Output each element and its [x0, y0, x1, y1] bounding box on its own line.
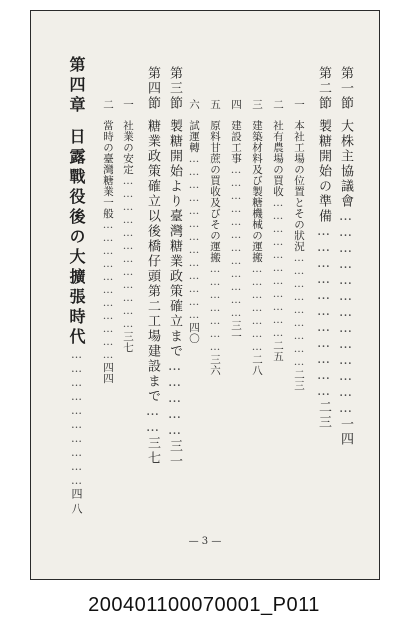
toc-leader: …………………………: [70, 348, 83, 488]
toc-subsection-4-1: [121, 99, 136, 536]
toc-subsection-4-2: [101, 99, 116, 536]
toc-title: 原料甘蔗の買收及びその運搬: [209, 120, 221, 263]
toc-leader: ……………: [167, 359, 182, 439]
toc-number: 四: [230, 99, 242, 110]
toc-leader: …………………: [251, 263, 263, 354]
toc-subsection-4: [229, 99, 244, 536]
toc-title: 當時の臺灣糖業一般: [102, 120, 114, 219]
toc-page-number: 二五: [272, 340, 284, 362]
toc-number: 二: [272, 99, 284, 110]
toc-section-2: [314, 66, 333, 536]
toc-number: 五: [209, 99, 221, 110]
toc-number: 第四章: [67, 56, 86, 116]
toc-page-number: 四四: [102, 362, 114, 384]
toc-page-number: 四八: [70, 488, 83, 518]
scanned-page: [30, 10, 380, 580]
toc-subsection-5: [208, 99, 223, 536]
toc-number: 六: [188, 99, 200, 110]
toc-title: 日露戰役後の大擴張時代: [67, 128, 86, 348]
toc-page-number: 三七: [145, 436, 160, 466]
toc-page-number: 一四: [338, 417, 353, 447]
toc-number: 二: [102, 99, 114, 110]
toc-leader: ………………………………: [122, 175, 134, 331]
toc-title: 試運轉: [188, 120, 200, 153]
toc-body: [31, 11, 379, 579]
toc-page-number: 三一: [230, 320, 242, 342]
toc-leader: …………………………………: [188, 153, 200, 322]
toc-page-number: 三七: [122, 331, 134, 353]
toc-subsection-1: [292, 99, 307, 536]
toc-title: 社業の安定: [122, 120, 134, 175]
toc-page-number: 三一: [167, 439, 182, 469]
toc-section-1: [336, 66, 355, 536]
toc-title: 本社工場の位置とその狀況: [293, 120, 305, 252]
toc-leader: ……: [145, 404, 160, 436]
toc-number: 三: [251, 99, 263, 110]
toc-page-number: 三六: [209, 354, 221, 376]
toc-leader: ………………………………: [230, 164, 242, 320]
toc-subsection-3: [250, 99, 265, 536]
toc-title: 製糖開始の準備: [316, 119, 331, 224]
toc-page-number: 二八: [251, 354, 263, 376]
toc-leader: …………………: [209, 263, 221, 354]
toc-leader: …………………………………: [338, 209, 353, 417]
toc-title: 製糖開始より臺灣糖業政策確立まで: [167, 119, 182, 359]
toc-title: 社有農場の買收: [272, 120, 284, 197]
toc-number: 第一節: [338, 66, 353, 111]
toc-page-number: 二三: [293, 369, 305, 391]
toc-section-3: [165, 66, 184, 536]
toc-number: 一: [122, 99, 134, 110]
toc-title: 糖業政策確立以後橋仔頭第二工場建設まで: [145, 119, 160, 404]
toc-page-number: 四〇: [188, 322, 200, 344]
image-caption: 200401100070001_P011: [88, 594, 320, 616]
toc-subsection-6: [187, 99, 202, 536]
toc-subsection-2: [271, 99, 286, 536]
toc-number: 第四節: [145, 66, 160, 111]
toc-page-number: 二三: [316, 400, 331, 430]
toc-chapter-4: [65, 56, 88, 536]
toc-leader: ……………………………: [102, 219, 114, 362]
toc-number: 一: [293, 99, 305, 110]
toc-section-4: [143, 66, 162, 536]
toc-number: 第三節: [167, 66, 182, 111]
page-number: — 3 —: [188, 536, 222, 547]
toc-leader: ………………………: [293, 252, 305, 369]
toc-title: 大株主協議會: [338, 119, 353, 209]
toc-number: 第二節: [316, 66, 331, 111]
toc-title: 建築材料及び製糖機械の運搬: [251, 120, 263, 263]
toc-title: 建設工事: [230, 120, 242, 164]
toc-leader: ……………………………: [316, 224, 331, 400]
toc-leader: ……………………………: [272, 197, 284, 340]
